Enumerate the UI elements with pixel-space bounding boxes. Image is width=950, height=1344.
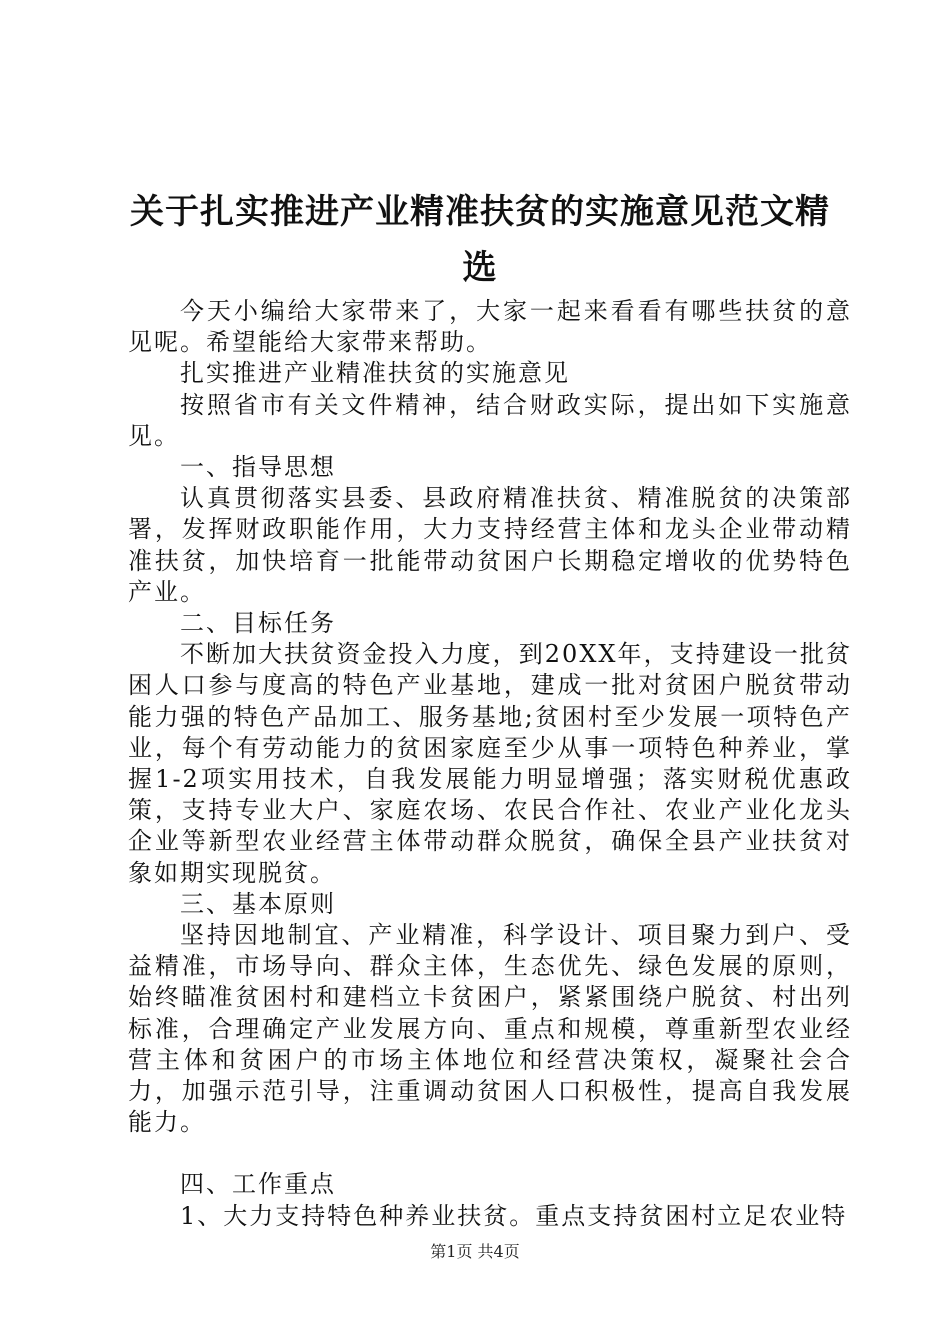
paragraph-subtitle: 扎实推进产业精准扶贫的实施意见 (180, 359, 570, 388)
paragraph-preface: 按照省市有关文件精神，结合财政实际，提出如下实施意见。 (128, 390, 852, 450)
paragraph-guiding-ideology: 认真贯彻落实县委、县政府精准扶贫、精准脱贫的决策部署，发挥财政职能作用，大力支持经营主体和龙头企业带动精准扶贫，加快培育一批能带动贫困户长期稳定增收的优势特色产业。 (128, 484, 852, 606)
section-heading-principles: 三、基本原则 (180, 889, 336, 918)
document-body (128, 296, 852, 1232)
document-title: 关于扎实推进产业精准扶贫的实施意见范文精选 (130, 192, 830, 288)
page-footer: 第1页 共4页 (430, 1242, 520, 1261)
paragraph-principles: 坚持因地制宜、产业精准，科学设计、项目聚力到户、受益精准，市场导向、群众主体，生态优先、绿色发展的原则，始终瞄准贫困村和建档立卡贫困户，紧紧围绕户脱贫、村出列标准，合理确定产业发展方向、重点和规模，尊重新型农业经营主体和贫困户的市场主体地位和经营决策权，凝聚社会合力，加强示范引导，注重调动贫困人口积极性，提高自我发展能力。 (128, 921, 852, 1137)
section-heading-guiding-ideology: 一、指导思想 (180, 453, 336, 482)
section-heading-key-work: 四、工作重点 (180, 1170, 336, 1199)
paragraph-goals: 不断加大扶贫资金投入力度，到20XX年，支持建设一批贫困人口参与度高的特色产业基地，建成一批对贫困户脱贫带动能力强的特色产品加工、服务基地;贫困村至少发展一项特色产业，每个有劳动能力的贫困家庭至少从事一项特色种养业，掌握1-2项实用技术，自我发展能力明显增强；落实财税优惠政策，支持专业大户、家庭农场、农民合作社、农业产业化龙头企业等新型农业经营主体带动群众脱贫，确保全县产业扶贫对象如期实现脱贫。 (128, 640, 852, 887)
paragraph-key-work-1: 1、大力支持特色种养业扶贫。重点支持贫困村立足农业特 (180, 1201, 848, 1230)
section-heading-goals: 二、目标任务 (180, 609, 336, 638)
paragraph-intro: 今天小编给大家带来了，大家一起来看看有哪些扶贫的意见呢。希望能给大家带来帮助。 (128, 297, 852, 357)
